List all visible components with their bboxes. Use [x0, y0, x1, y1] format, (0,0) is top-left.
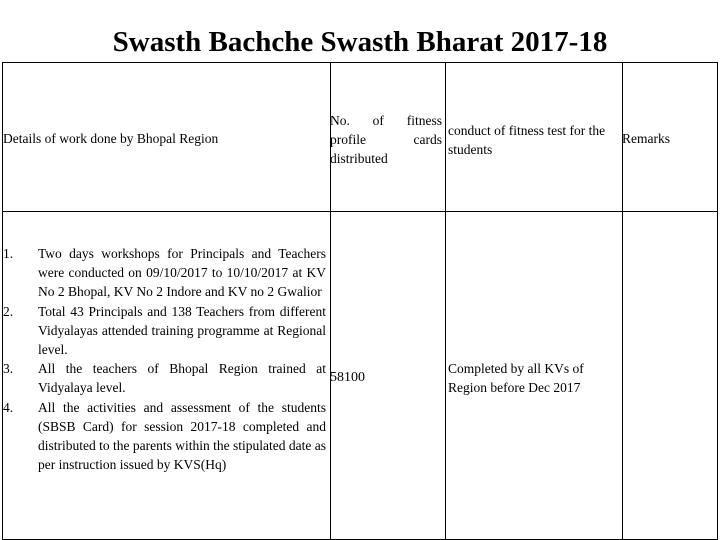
work-done-list — [3, 244, 326, 474]
list-item-number: 2. — [3, 303, 14, 319]
fitness-test-status: Completed by all KVs of Region before Dec 2017 — [448, 361, 584, 395]
header-cards-distributed: No. of fitness profile cards distributed — [330, 113, 442, 166]
header-details: Details of work done by Bhopal Region — [3, 131, 219, 146]
header-fitness-test: conduct of fitness test for the students — [448, 123, 606, 157]
list-item-number: 1. — [3, 246, 14, 261]
slide-title: Swasth Bachche Swasth Bharat 2017-18 — [112, 26, 608, 58]
list-item-number: 4. — [3, 399, 14, 415]
header-row-divider — [3, 211, 717, 212]
list-item — [3, 302, 326, 360]
list-item-text: All the teachers of Bhopal Region trained at Vidyalaya level. — [38, 361, 326, 396]
list-item-text: All the activities and assessment of the students (SBSB Card) for session 2017-18 completed and distributed to the parents within the stipulated date as per instruction issued by KVS(Hq) — [38, 399, 326, 473]
list-item — [3, 359, 326, 397]
list-item-number: 3. — [3, 361, 14, 377]
column-divider — [445, 63, 446, 539]
list-item — [3, 398, 326, 475]
work-summary-table — [2, 62, 718, 540]
cards-distributed-value: 58100 — [330, 370, 365, 385]
header-remarks: Remarks — [622, 131, 670, 146]
list-item-text: Two days workshops for Principals and Teachers were conducted on 09/10/2017 to 10/10/2017 at KV No 2 Bhopal, KV No 2 Indore and KV no 2 Gwalior — [38, 246, 326, 300]
list-item — [3, 244, 326, 302]
list-item-text: Total 43 Principals and 138 Teachers from different Vidyalayas attended training programme at Regional level. — [38, 303, 326, 358]
